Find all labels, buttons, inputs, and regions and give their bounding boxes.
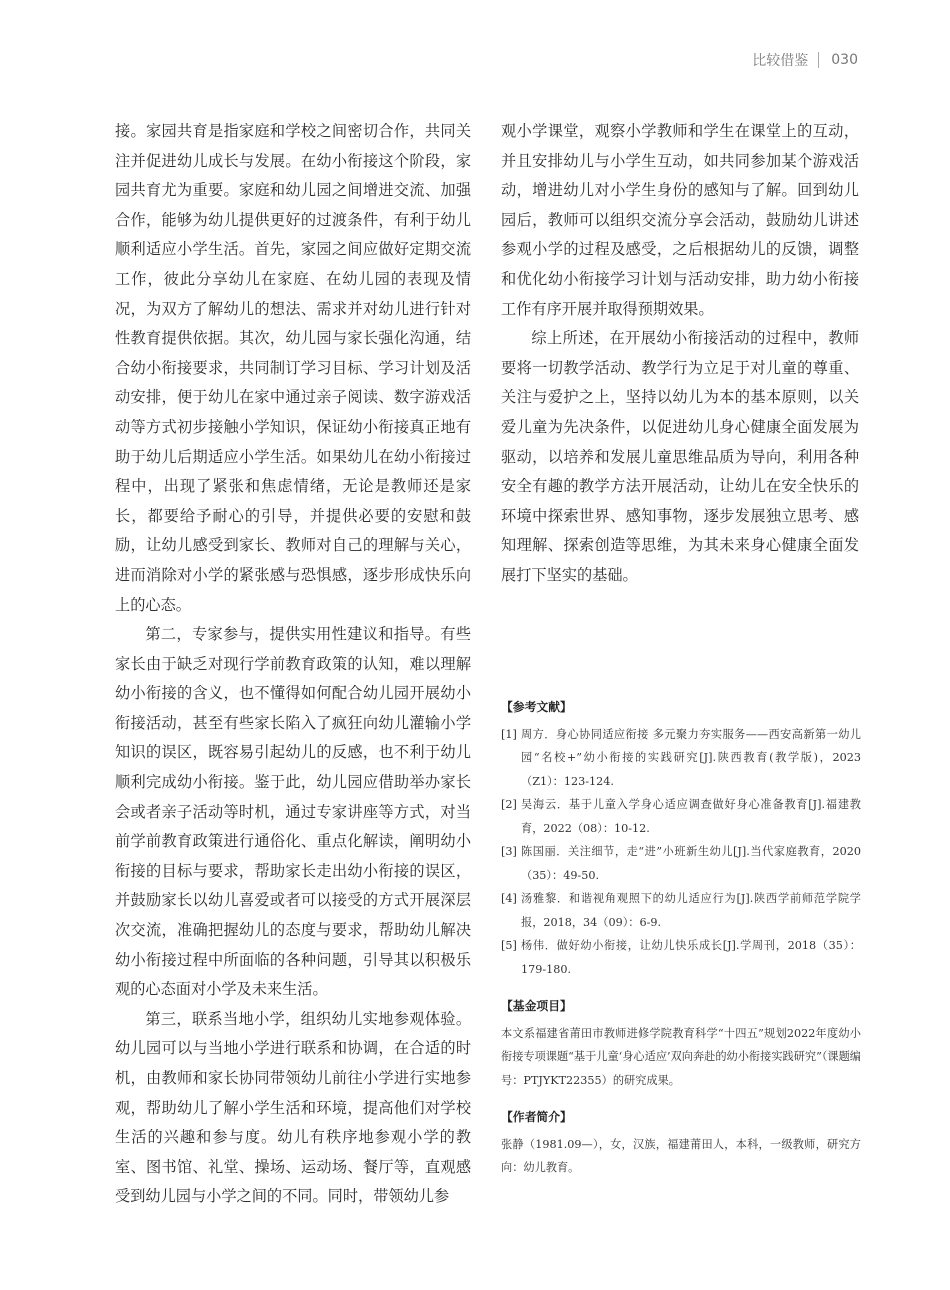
back-matter (501, 696, 861, 1180)
reference-number: [4] (501, 892, 517, 905)
author-section (501, 1106, 861, 1180)
reference-number: [3] (501, 845, 517, 858)
reference-number: [5] (501, 939, 517, 952)
reference-item (501, 934, 861, 981)
section-label: 比较借鉴 (752, 53, 809, 69)
reference-item (501, 887, 861, 934)
body-paragraph: 第二，专家参与，提供实用性建议和指导。有些家长由于缺乏对现行学前教育政策的认知，难以理解幼小衔接的含义，也不懂得如何配合幼儿园开展幼小衔接活动，甚至有些家长陷入了疯狂向幼儿灌输小学知识的误区，既容易引起幼儿的反感，也不利于幼儿顺利完成幼小衔接。鉴于此，幼儿园应借助举办家长会或者亲子活动等时机，通过专家讲座等方式，对当前学前教育政策进行通俗化、重点化解读，阐明幼小衔接的目标与要求，帮助家长走出幼小衔接的误区，并鼓励家长以幼儿喜爱或者可以接受的方式开展深层次交流，准确把握幼儿的态度与要求，帮助幼儿解决幼小衔接过程中所面临的各种问题，引导其以积极乐观的心态面对小学及未来生活。 (115, 625, 471, 999)
right-column (501, 117, 859, 591)
author-title: 【作者简介】 (501, 1110, 572, 1124)
header-divider (818, 52, 819, 68)
fund-text: 本文系福建省莆田市教师进修学院教育科学“十四五”规划2022年度幼小衔接专项课题“基于儿童‘身心适应’双向奔赴的幼小衔接实践研究”（课题编号：PTJYKT22355）的研究成果。 (501, 1026, 861, 1087)
body-paragraph: 第三，联系当地小学，组织幼儿实地参观体验。幼儿园可以与当地小学进行联系和协调，在合适的时机，由教师和家长协同带领幼儿前往小学进行实地参观，帮助幼儿了解小学生活和环境，提高他们对学校生活的兴趣和参与度。幼儿有秩序地参观小学的教室、图书馆、礼堂、操场、运动场、餐厅等，直观感受到幼儿园与小学之间的不同。同时，带领幼儿参 (115, 1009, 471, 1206)
reference-text: 吴海云．基于儿童入学身心适应调查做好身心准备教育[J].福建教育，2022（08）：10-12. (521, 798, 861, 835)
body-paragraph: 综上所述，在开展幼小衔接活动的过程中，教师要将一切教学活动、教学行为立足于对儿童的尊重、关注与爱护之上，坚持以幼儿为本的基本原则，以关爱儿童为先决条件，以促进幼儿身心健康全面发展为驱动，以培养和发展儿童思维品质为导向，利用各种安全有趣的教学方法开展活动，让幼儿在安全快乐的环境中探索世界、感知事物，逐步发展独立思考、感知理解、探索创造等思维，为其未来身心健康全面发展打下坚实的基础。 (501, 329, 859, 584)
reference-item (501, 723, 861, 794)
reference-item (501, 793, 861, 840)
fund-section (501, 995, 861, 1092)
fund-title: 【基金项目】 (501, 999, 572, 1013)
reference-text: 周方．身心协同适应衔接 多元聚力夯实服务——西安高新第一幼儿园“名校+”幼小衔接的实践研究[J].陕西教育(教学版)，2023（Z1）：123-124. (521, 727, 861, 788)
reference-number: [2] (501, 798, 517, 811)
author-text: 张静（1981.09—），女，汉族，福建莆田人，本科，一级教师，研究方向：幼儿教育。 (501, 1137, 861, 1174)
reference-text: 杨伟．做好幼小衔接，让幼儿快乐成长[J].学周刊，2018（35）：179-180. (521, 939, 861, 976)
references-title: 【参考文献】 (501, 700, 572, 714)
page-header (752, 50, 858, 70)
body-paragraph: 接。家园共育是指家庭和学校之间密切合作，共同关注并促进幼儿成长与发展。在幼小衔接这个阶段，家园共育尤为重要。家庭和幼儿园之间增进交流、加强合作，能够为幼儿提供更好的过渡条件，有利于幼儿顺利适应小学生活。首先，家园之间应做好定期交流工作，彼此分享幼儿在家庭、在幼儿园的表现及情况，为双方了解幼儿的想法、需求并对幼儿进行针对性教育提供依据。其次，幼儿园与家长强化沟通，结合幼小衔接要求，共同制订学习目标、学习计划及活动安排，便于幼儿在家中通过亲子阅读、数字游戏活动等方式初步接触小学知识，保证幼小衔接真正地有助于幼儿后期适应小学生活。如果幼儿在幼小衔接过程中，出现了紧张和焦虑情绪，无论是教师还是家长，都要给予耐心的引导，并提供必要的安慰和鼓励，让幼儿感受到家长、教师对自己的理解与关心，进而消除对小学的紧张感与恐惧感，逐步形成快乐向上的心态。 (115, 122, 471, 614)
left-column (115, 117, 471, 1212)
reference-item (501, 840, 861, 887)
reference-number: [1] (501, 727, 517, 741)
page-number: 030 (831, 52, 858, 68)
reference-text: 陈国丽．关注细节，走“进”小班新生幼儿[J].当代家庭教育，2020（35）：49-50. (521, 845, 861, 882)
reference-text: 汤雅黎．和谐视角观照下的幼儿适应行为[J].陕西学前师范学院学报，2018，34（09）：6-9. (521, 892, 861, 929)
body-paragraph: 观小学课堂，观察小学教师和学生在课堂上的互动，并且安排幼儿与小学生互动，如共同参加某个游戏活动，增进幼儿对小学生身份的感知与了解。回到幼儿园后，教师可以组织交流分享会活动，鼓励幼儿讲述参观小学的过程及感受，之后根据幼儿的反馈，调整和优化幼小衔接学习计划与活动安排，助力幼小衔接工作有序开展并取得预期效果。 (501, 122, 859, 318)
